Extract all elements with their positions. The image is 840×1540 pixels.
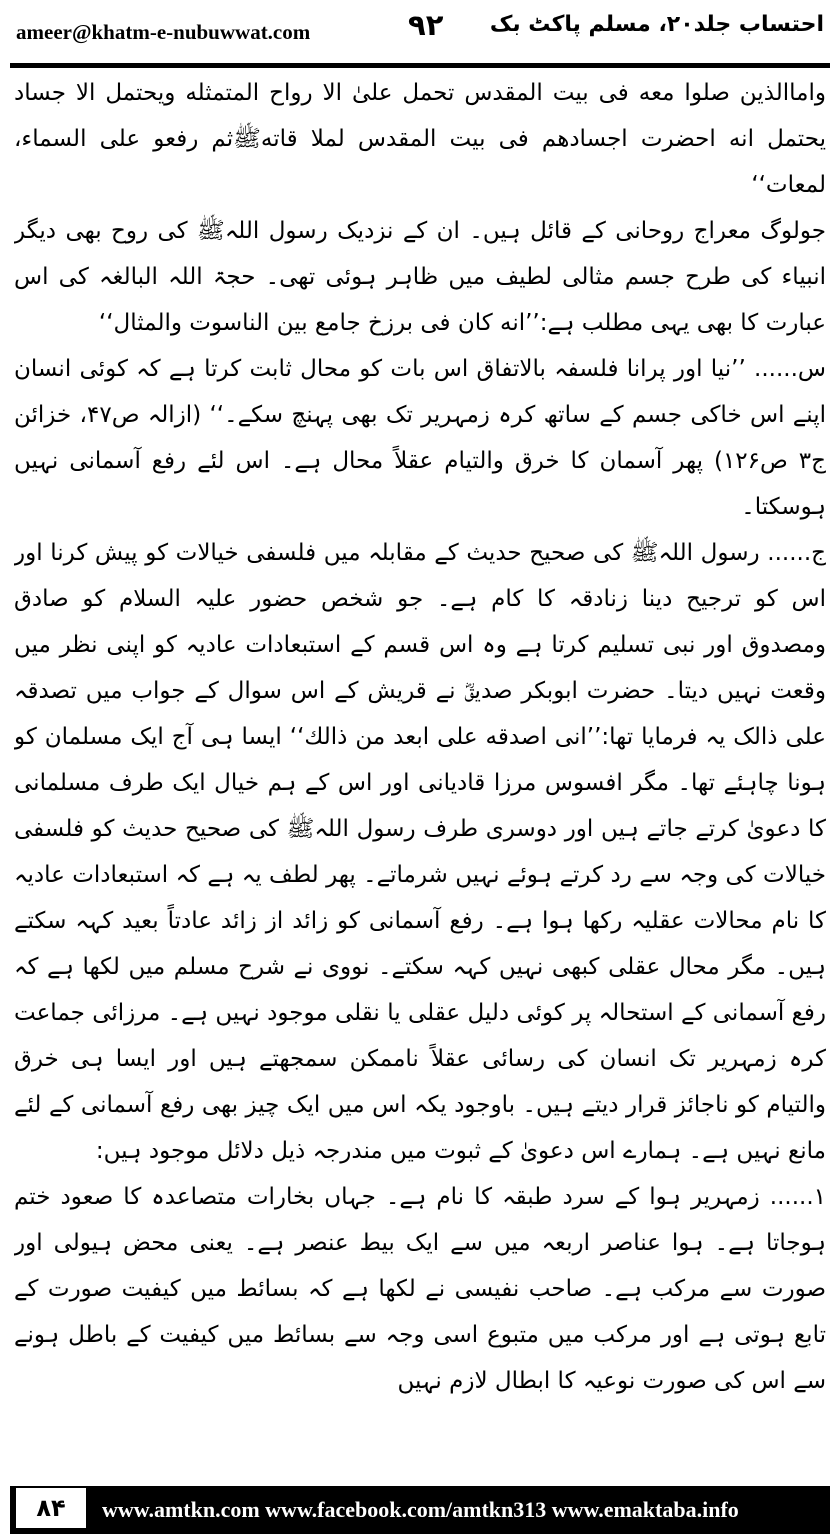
- question-paragraph: س...... ’’نیا اور پرانا فلسفہ بالاتفاق اس بات کو محال ثابت کرتا ہے کہ کوئی انسان اپنے اس خاکی جسم کے ساتھ کرہ زمہریر تک بھی پہنچ سکے۔‘‘ (ازالہ ص۴۷، خزائن ج۳ ص۱۲۶) پھر آسمان کا خرق والتیام عقلاً محال ہے۔ اس لئے رفع آسمانی نہیں ہوسکتا۔: [14, 356, 826, 520]
- answer-paragraph: ج...... رسول اللہﷺ کی صحیح حدیث کے مقابلہ میں فلسفی خیالات کو پیش کرنا اور اس کو ترجیح دینا زنادقہ کا کام ہے۔ جو شخص حضور علیہ السلام کو صادق ومصدوق اور نبی تسلیم کرتا ہے وہ اس قسم کے استبعادات عادیہ کو اپنی نظر میں وقعت نہیں دیتا۔ حضرت ابوبکر صدیقؓ نے قریش کے اس سوال کے جواب میں تصدقہ علی ذالک یہ فرمایا تھا:’’انی اصدقه علی ابعد من ذالك‘‘ ایسا ہی آج ایک مسلمان کو ہونا چاہئے تھا۔ مگر افسوس مرزا قادیانی اور اس کے ہم خیال ایک طرف مسلمانی کا دعویٰ کرتے جاتے ہیں اور دوسری طرف رسول اللہﷺ کی صحیح حدیث کو فلسفی خیالات کی وجہ سے رد کرتے ہوئے نہیں شرماتے۔ پھر لطف یہ ہے کہ استبعادات عادیہ کا نام محالات عقلیہ رکھا ہوا ہے۔ رفع آسمانی کو زائد از زائد عادتاً بعید کہہ سکتے ہیں۔ مگر محال عقلی کبھی نہیں کہہ سکتے۔ نووی نے شرح مسلم میں لکھا ہے کہ رفع آسمانی کے استحالہ پر کوئی دلیل عقلی یا نقلی موجود نہیں ہے۔ مرزائی جماعت کرہ زمہریر تک انسان کی رسائی عقلاً ناممکن سمجھتے ہیں اور ایسا ہی خرق والتیام کو ناجائز قرار دیتے ہیں۔ باوجود یکہ اس میں ایک چیز بھی رفع آسمانی کے لئے مانع نہیں ہے۔ ہمارے اس دعویٰ کے ثبوت میں مندرجہ ذیل دلائل موجود ہیں:: [14, 540, 826, 1164]
- page-body: [14, 70, 826, 1460]
- argument-paragraph: ۱...... زمہریر ہوا کے سرد طبقہ کا نام ہے۔ جہاں بخارات متصاعدہ کا صعود ختم ہوجاتا ہے۔ ہوا عناصر اربعہ میں سے ایک بیط عنصر ہے۔ یعنی محض ہیولی اور صورت سے مرکب ہے۔ صاحب نفیسی نے لکھا ہے کہ بسائط میں کیفیت صورت کے تابع ہوتی ہے اور مرکب میں متبوع اسی وجہ سے بسائط میں کیفیت کے باطل ہونے سے اس کی صورت نوعیہ کا ابطال لازم نہیں: [14, 1184, 826, 1394]
- header-rule: [10, 63, 830, 68]
- page-number: ۹۲: [408, 8, 444, 42]
- header-email: ameer@khatm-e-nubuwwat.com: [16, 20, 311, 44]
- page-header: [0, 0, 840, 62]
- footer-links: www.amtkn.com www.facebook.com/amtkn313 www.emaktaba.info: [102, 1497, 739, 1522]
- footer-page-marker: ۸۴: [16, 1488, 86, 1528]
- body-paragraph: جولوگ معراج روحانی کے قائل ہیں۔ ان کے نزدیک رسول اللہﷺ کی روح بھی دیگر انبیاء کی طرح جسم مثالی لطیف میں ظاہر ہوئی تھی۔ حجۃ اللہ البالغہ کی اس عبارت کا بھی یہی مطلب ہے:’’انه کان فی برزخ جامع بین الناسوت والمثال‘‘: [14, 218, 826, 336]
- arabic-quote-paragraph: واماالذین صلوا معه فی بیت المقدس تحمل علیٰ الا رواح المتمثله ویحتمل الا جساد یحتمل انه احضرت اجسادهم فی بیت المقدس لملا قاتهﷺثم رفعو علی السماء، لمعات‘‘: [14, 80, 826, 198]
- book-title: احتساب جلد۲۰، مسلم پاکٹ بک: [489, 12, 824, 37]
- page-footer: [10, 1486, 830, 1534]
